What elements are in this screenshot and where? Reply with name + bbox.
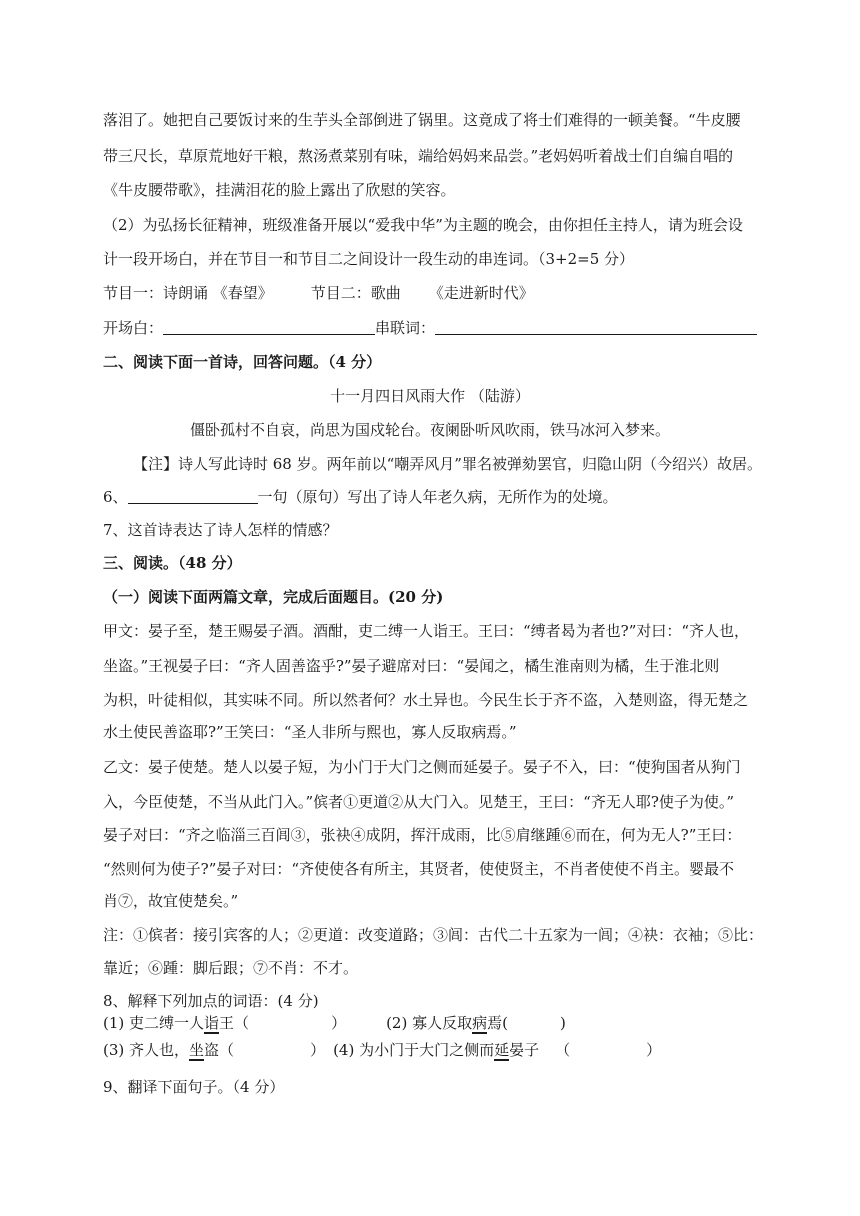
question-6-text: 一句（原句）写出了诗人年老久病，无所作为的处境。 [257,488,618,506]
section-three-heading: 三、阅读。（48 分） [103,554,242,572]
question-2-line-1: （2）为弘扬长征精神，班级准备开展以“爱我中华”为主题的晚会，由你担任主持人，请为班会设 [103,216,743,234]
story-line-1: 落泪了。她把自己要饭讨来的生芋头全部倒进了锅里。这竟成了将士们难得的一顿美餐。“牛皮腰 [103,111,741,129]
question-8: 8、解释下列加点的词语：(4 分) [103,992,319,1010]
opening-label: 开场白： [103,319,164,337]
linking-answer-blank[interactable] [435,319,757,335]
item-1-close: ） [331,1014,347,1032]
annotation-line-1: 注：①傧者：接引宾客的人；②更道：改变道路；③闾：古代二十五家为一闾；④袂：衣袖；⑤比： [103,926,764,944]
section-two-heading: 二、阅读下面一首诗，回答问题。（4 分） [103,353,382,371]
program-two-label: 节目二：歌曲 [310,284,401,302]
text-jia-line-2: 坐盗。”王视晏子曰：“齐人固善盗乎?”晏子避席对曰：“晏闻之，橘生淮南则为橘，生于淮北则 [103,657,720,675]
program-one: 节目一：诗朗诵 《春望》 [103,284,273,302]
question-9: 9、翻译下面句子。（4 分） [103,1078,285,1096]
text-yi-line-4: “然则何为使子?”晏子对曰：“齐使使各有所主，其贤者，使使贤主，不肖者使使不肖主。婴最不 [103,860,735,878]
linking-label: 串联词： [375,319,436,337]
text-yi-line-1: 乙文：晏子使楚。楚人以晏子短，为小门于大门之侧而延晏子。晏子不入，曰：“使狗国者从狗门 [103,758,741,776]
item-2-after: 焉( [487,1014,508,1032]
item-4-after: 晏子 [509,1041,540,1059]
item-2-text: (2) 寡人反取 [386,1014,473,1032]
poem-body: 僵卧孤村不自哀，尚思为国戍轮台。夜阑卧听风吹雨，铁马冰河入梦来。 [189,421,670,439]
item-2-close: ) [559,1014,566,1032]
program-list [103,283,534,303]
dotted-word-1: 诣 [204,1014,220,1032]
item-1-text: (1) 吏二缚一人 [103,1014,205,1032]
program-two-title: 《走进新时代》 [428,284,534,302]
text-jia-line-3: 为枳，叶徒相似，其实味不同。所以然者何？水土异也。今民生长于齐不盗，入楚则盗，得无楚之 [103,691,749,709]
item-4-open: （ [555,1041,571,1059]
story-line-3: 《牛皮腰带歌》，挂满泪花的脸上露出了欣慰的笑容。 [103,181,456,199]
text-yi-line-2: 入，今臣使楚，不当从此门入。”傧者①更道②从大门入。见楚王，王曰：“齐无人耶?使子为使。” [103,793,735,811]
item-3-text: (3) 齐人也， [103,1041,190,1059]
opening-answer-blank[interactable] [163,319,375,335]
question-7: 7、这首诗表达了诗人怎样的情感？ [103,521,338,539]
answer-line-row [103,318,757,338]
question-8-row-2 [103,1040,661,1060]
text-jia-line-4: 水土使民善盗耶?”王笑曰：“圣人非所与熙也，寡人反取病焉。” [103,723,517,741]
item-3-after: 盗（ [204,1041,235,1059]
question-6-blank[interactable] [128,488,258,504]
dotted-word-3: 坐 [189,1041,205,1059]
subsection-one-heading: （一）阅读下面两篇文章，完成后面题目。(20 分) [103,588,444,606]
dotted-word-4: 延 [494,1041,510,1059]
item-4-text: (4) 为小门于大门之侧而 [333,1041,495,1059]
item-4-close: ） [646,1041,662,1059]
question-8-row-1 [103,1013,566,1033]
item-1-after: 王（ [219,1014,250,1032]
question-6-number: 6、 [103,488,128,506]
text-jia-line-1: 甲文：晏子至，楚王赐晏子酒。酒酣，吏二缚一人诣王。王曰：“缚者曷为者也?”对曰：“齐人也， [103,622,750,640]
question-6 [103,487,618,507]
question-2-line-2: 计一段开场白，并在节目一和节目二之间设计一段生动的串连词。（3+2=5 分） [103,250,635,268]
item-3-close: ） [310,1041,326,1059]
poem-title: 十一月四日风雨大作 （陆游） [330,387,530,405]
annotation-line-2: 靠近；⑥踵：脚后跟；⑦不肖：不才。 [103,959,359,977]
dotted-word-2: 病 [472,1014,488,1032]
text-yi-line-3: 晏子对曰：“齐之临淄三百闾③，张袂④成阴，挥汗成雨，比⑤肩继踵⑥而在，何为无人?”王曰： [103,826,742,844]
poem-note: 【注】诗人写此诗时 68 岁。两年前以“嘲弄风月”罪名被弹劾罢官，归隐山阴（今绍兴）故居。 [133,455,762,473]
text-yi-line-5: 肖⑦，故宜使楚矣。” [103,892,239,910]
story-line-2: 带三尺长，草原荒地好干粮，熬汤煮菜别有味，端给妈妈来品尝。”老妈妈听着战士们自编自唱的 [103,147,734,165]
